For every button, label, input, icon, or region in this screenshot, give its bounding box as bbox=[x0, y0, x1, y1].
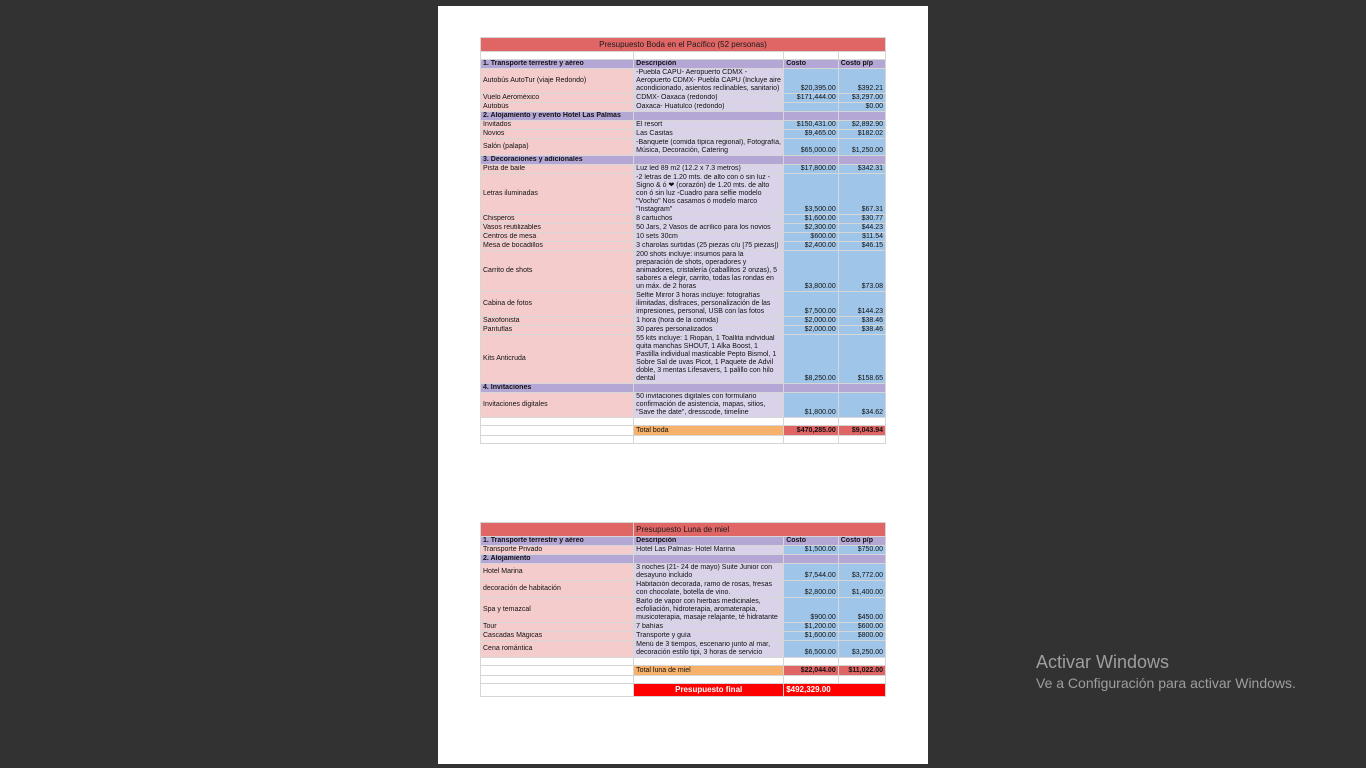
watermark-subtitle: Ve a Configuración para activar Windows. bbox=[1036, 675, 1296, 691]
wedding-total-per-person: $9,043.94 bbox=[838, 426, 885, 436]
table-row bbox=[481, 215, 886, 224]
row-item: Invitaciones digitales bbox=[481, 393, 634, 418]
final-budget-label: Presupuesto final bbox=[634, 684, 784, 697]
honeymoon-total-cost: $22,044.00 bbox=[784, 666, 839, 676]
section-row bbox=[481, 555, 886, 564]
table-row bbox=[481, 598, 886, 623]
section-row bbox=[481, 384, 886, 393]
table-row bbox=[481, 174, 886, 215]
table-row bbox=[481, 165, 886, 174]
section-header-invitations: 4. Invitaciones bbox=[481, 384, 634, 393]
windows-activation-watermark bbox=[1036, 651, 1296, 693]
table-row bbox=[481, 581, 886, 598]
row-cost-per-person: $11.54 bbox=[838, 233, 885, 242]
table-row bbox=[481, 139, 886, 156]
table-row bbox=[481, 242, 886, 251]
row-cost: $2,400.00 bbox=[784, 242, 839, 251]
row-cost: $3,800.00 bbox=[784, 251, 839, 292]
row-description: 1 hora (hora de la comida) bbox=[634, 317, 784, 326]
row-item: Pista de baile bbox=[481, 165, 634, 174]
row-item: Vuelo Aeroméxico bbox=[481, 94, 634, 103]
row-cost-per-person: $800.00 bbox=[838, 632, 885, 641]
row-description: -2 letras de 1.20 mts. de alto con ó sin luz -Signo & ó ❤ (corazón) de 1.20 mts. de alto con ó sin luz -Cuadro para selfie modelo "Vocho" Nos casamos ó modelo marco "Instagram" bbox=[634, 174, 784, 215]
table-row bbox=[481, 632, 886, 641]
total-row bbox=[481, 666, 886, 676]
row-item: Tour bbox=[481, 623, 634, 632]
title-row bbox=[481, 38, 886, 52]
watermark-title: Activar Windows bbox=[1036, 652, 1170, 672]
row-description: Las Casitas bbox=[634, 130, 784, 139]
row-cost: $900.00 bbox=[784, 598, 839, 623]
row-cost-per-person: $73.08 bbox=[838, 251, 885, 292]
table-row bbox=[481, 623, 886, 632]
row-cost-per-person: $158.65 bbox=[838, 335, 885, 384]
row-cost-per-person: $38.46 bbox=[838, 317, 885, 326]
row-description: Menú de 3 tiempos, escenario junto al mar, decoración estilo tipi, 3 horas de servicio bbox=[634, 641, 784, 658]
table-row bbox=[481, 335, 886, 384]
section-header-lodging: 2. Alojamiento y evento Hotel Las Palmas bbox=[481, 112, 634, 121]
row-cost: $2,300.00 bbox=[784, 224, 839, 233]
row-description: 200 shots incluye: insumos para la preparación de shots, operadores y animadores, cristalería (caballitos 2 onzas), 5 sabores a elegir, carrito, todas las rondas en un máx. de 2 horas bbox=[634, 251, 784, 292]
total-row bbox=[481, 426, 886, 436]
row-cost: $2,000.00 bbox=[784, 326, 839, 335]
row-cost-per-person: $67.31 bbox=[838, 174, 885, 215]
blank-row bbox=[481, 436, 886, 444]
final-budget-row bbox=[481, 684, 886, 697]
row-cost-per-person: $46.15 bbox=[838, 242, 885, 251]
column-header-description: Descripción bbox=[634, 60, 784, 69]
row-description: Luz led 89 m2 (12.2 x 7.3 metros) bbox=[634, 165, 784, 174]
row-cost: $17,800.00 bbox=[784, 165, 839, 174]
row-description: Baño de vapor con hierbas medicinales, ecfoliación, hidroterapia, aromaterapia, musicoterapia, masaje relajante, té hidratante bbox=[634, 598, 784, 623]
row-item: Transporte Privado bbox=[481, 546, 634, 555]
row-description: -Banquete (comida típica regional), Fotografía, Música, Decoración, Catering bbox=[634, 139, 784, 156]
blank-row bbox=[481, 52, 886, 60]
row-cost: $7,544.00 bbox=[784, 564, 839, 581]
row-cost: $150,431.00 bbox=[784, 121, 839, 130]
row-cost bbox=[784, 103, 839, 112]
row-item: Kits Anticruda bbox=[481, 335, 634, 384]
row-item: Cena romántica bbox=[481, 641, 634, 658]
column-header-cost-per-person: Costo p/p bbox=[838, 537, 885, 546]
wedding-title: Presupuesto Boda en el Pacífico (52 personas) bbox=[481, 38, 886, 52]
row-cost-per-person: $1,400.00 bbox=[838, 581, 885, 598]
row-cost-per-person: $30.77 bbox=[838, 215, 885, 224]
row-item: Carrito de shots bbox=[481, 251, 634, 292]
wedding-budget-table bbox=[480, 37, 886, 444]
row-cost: $6,500.00 bbox=[784, 641, 839, 658]
row-item: Centros de mesa bbox=[481, 233, 634, 242]
table-row bbox=[481, 224, 886, 233]
row-description: Transporte y guía bbox=[634, 632, 784, 641]
table-row bbox=[481, 103, 886, 112]
row-cost-per-person: $3,297.00 bbox=[838, 94, 885, 103]
table-row bbox=[481, 546, 886, 555]
row-item: Cabina de fotos bbox=[481, 292, 634, 317]
row-cost: $600.00 bbox=[784, 233, 839, 242]
row-item: Novios bbox=[481, 130, 634, 139]
column-header-cost: Costo bbox=[784, 537, 839, 546]
row-cost-per-person: $750.00 bbox=[838, 546, 885, 555]
row-item: Vasos reutilizables bbox=[481, 224, 634, 233]
blank-row bbox=[481, 658, 886, 666]
row-item: Pantuflas bbox=[481, 326, 634, 335]
row-cost-per-person: $34.62 bbox=[838, 393, 885, 418]
honeymoon-total-label: Total luna de miel bbox=[634, 666, 784, 676]
row-cost-per-person: $182.02 bbox=[838, 130, 885, 139]
row-cost-per-person: $342.31 bbox=[838, 165, 885, 174]
row-description: 7 bahías bbox=[634, 623, 784, 632]
row-item: Salón (palapa) bbox=[481, 139, 634, 156]
table-row bbox=[481, 641, 886, 658]
row-description: 55 kits incluye: 1 Riopán, 1 Toallita individual quita manchas SHOUT, 1 Alka Boost, 1 Pastilla individual masticable Pepto Bismol, 1 Sobre Sal de uvas Picot, 1 Paquete de Advil doble, 3 mentas Lifesavers, 1 palillo con hilo dental bbox=[634, 335, 784, 384]
row-description: Selfie Mirror 3 horas incluye: fotografías ilimitadas, disfraces, personalización de las impresiones, personal, USB con las fotos bbox=[634, 292, 784, 317]
row-item: Cascadas Mágicas bbox=[481, 632, 634, 641]
wedding-total-label: Total boda bbox=[634, 426, 784, 436]
blank-row bbox=[481, 418, 886, 426]
row-cost: $65,000.00 bbox=[784, 139, 839, 156]
section-header-lodging: 2. Alojamiento bbox=[481, 555, 634, 564]
section-row bbox=[481, 156, 886, 165]
section-row bbox=[481, 112, 886, 121]
row-item: Mesa de bocadillos bbox=[481, 242, 634, 251]
row-description: -Puebla CAPU- Aeropuerto CDMX - Aeropuerto CDMX- Puebla CAPU (Incluye aire acondicionado, asientos reclinables, sanitario) bbox=[634, 69, 784, 94]
row-cost-per-person: $44.23 bbox=[838, 224, 885, 233]
table-row bbox=[481, 130, 886, 139]
honeymoon-budget-table bbox=[480, 522, 886, 697]
row-cost: $1,500.00 bbox=[784, 546, 839, 555]
row-cost-per-person: $3,250.00 bbox=[838, 641, 885, 658]
row-cost: $171,444.00 bbox=[784, 94, 839, 103]
row-cost-per-person: $38.46 bbox=[838, 326, 885, 335]
row-cost-per-person: $392.21 bbox=[838, 69, 885, 94]
row-description: 8 cartuchos bbox=[634, 215, 784, 224]
row-description: 50 invitaciones digitales con formulario confirmación de asistencia, mapas, sitios, "Save the date", dresscode, timeline bbox=[634, 393, 784, 418]
row-item: Spa y temazcal bbox=[481, 598, 634, 623]
row-cost-per-person: $1,250.00 bbox=[838, 139, 885, 156]
row-cost: $8,250.00 bbox=[784, 335, 839, 384]
section-header-transport: 1. Transporte terrestre y aéreo bbox=[481, 537, 634, 546]
row-cost-per-person: $0.00 bbox=[838, 103, 885, 112]
wedding-total-cost: $470,285.00 bbox=[784, 426, 839, 436]
row-description: 10 sets 30cm bbox=[634, 233, 784, 242]
table-row bbox=[481, 233, 886, 242]
row-cost-per-person: $2,892.90 bbox=[838, 121, 885, 130]
row-item: Hotel Marina bbox=[481, 564, 634, 581]
row-description: 50 Jars, 2 Vasos de acrílico para los novios bbox=[634, 224, 784, 233]
honeymoon-title: Presupuesto Luna de miel bbox=[634, 523, 886, 537]
row-cost: $2,800.00 bbox=[784, 581, 839, 598]
blank-row bbox=[481, 676, 886, 684]
row-cost: $1,800.00 bbox=[784, 393, 839, 418]
row-description: El resort bbox=[634, 121, 784, 130]
table-row bbox=[481, 251, 886, 292]
row-description: Oaxaca- Huatulco (redondo) bbox=[634, 103, 784, 112]
row-cost-per-person: $3,772.00 bbox=[838, 564, 885, 581]
row-item: Autobús AutoTur (viaje Redondo) bbox=[481, 69, 634, 94]
row-cost: $3,500.00 bbox=[784, 174, 839, 215]
row-cost: $2,000.00 bbox=[784, 317, 839, 326]
row-cost: $20,395.00 bbox=[784, 69, 839, 94]
row-description: 30 pares personalizados bbox=[634, 326, 784, 335]
row-item: Autobús bbox=[481, 103, 634, 112]
honeymoon-total-per-person: $11,022.00 bbox=[838, 666, 885, 676]
row-description: Habitación decorada, ramo de rosas, fresas con chocolate, botella de vino. bbox=[634, 581, 784, 598]
row-cost: $1,600.00 bbox=[784, 632, 839, 641]
column-header-cost: Costo bbox=[784, 60, 839, 69]
row-description: CDMX- Oaxaca (redondo) bbox=[634, 94, 784, 103]
row-cost: $7,500.00 bbox=[784, 292, 839, 317]
document-page bbox=[438, 6, 928, 764]
table-row bbox=[481, 292, 886, 317]
row-cost-per-person: $144.23 bbox=[838, 292, 885, 317]
row-cost: $9,465.00 bbox=[784, 130, 839, 139]
column-header-cost-per-person: Costo p/p bbox=[838, 60, 885, 69]
row-cost: $1,600.00 bbox=[784, 215, 839, 224]
table-row bbox=[481, 121, 886, 130]
row-description: 3 noches (21- 24 de mayo) Suite Junior con desayuno incluido bbox=[634, 564, 784, 581]
table-row bbox=[481, 564, 886, 581]
row-cost-per-person: $600.00 bbox=[838, 623, 885, 632]
row-cost: $1,200.00 bbox=[784, 623, 839, 632]
final-budget-value: $492,329.00 bbox=[784, 684, 886, 697]
row-item: decoración de habitación bbox=[481, 581, 634, 598]
section-header-transport: 1. Transporte terrestre y aéreo bbox=[481, 60, 634, 69]
table-row bbox=[481, 393, 886, 418]
row-item: Invitados bbox=[481, 121, 634, 130]
row-cost-per-person: $450.00 bbox=[838, 598, 885, 623]
row-description: Hotel Las Palmas- Hotel Marina bbox=[634, 546, 784, 555]
section-header-decorations: 3. Decoraciones y adicionales bbox=[481, 156, 634, 165]
row-item: Chisperos bbox=[481, 215, 634, 224]
row-item: Letras iluminadas bbox=[481, 174, 634, 215]
header-row bbox=[481, 60, 886, 69]
table-row bbox=[481, 69, 886, 94]
table-row bbox=[481, 326, 886, 335]
row-item: Saxofonista bbox=[481, 317, 634, 326]
table-row bbox=[481, 94, 886, 103]
header-row bbox=[481, 537, 886, 546]
table-row bbox=[481, 317, 886, 326]
row-description: 3 charolas surtidas (25 piezas c/u [75 piezas]) bbox=[634, 242, 784, 251]
column-header-description: Descripción bbox=[634, 537, 784, 546]
title-row bbox=[481, 523, 886, 537]
